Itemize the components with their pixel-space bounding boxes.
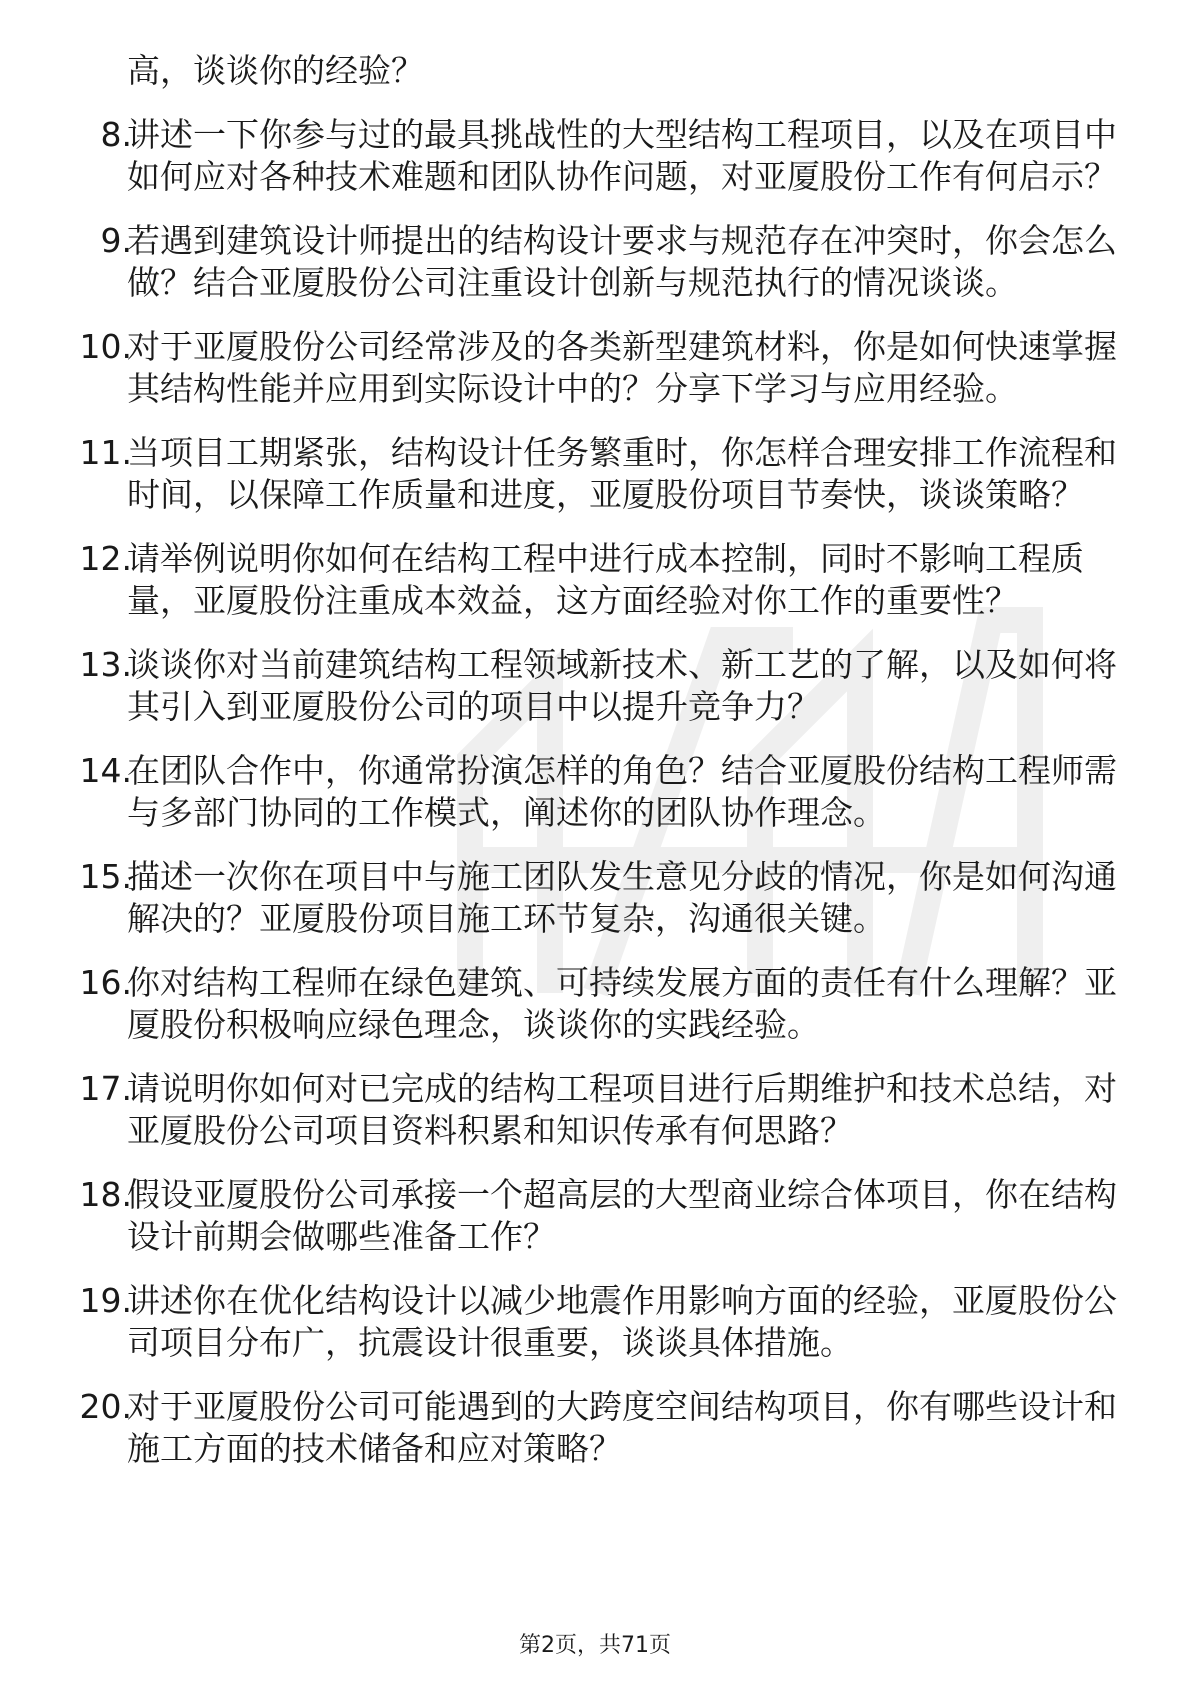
question-number: 13. (79, 645, 132, 684)
list-item (0, 1174, 1190, 1258)
question-text: 你对结构工程师在绿色建筑、可持续发展方面的责任有什么理解？亚厦股份积极响应绿色理念，谈谈你的实践经验。 (127, 963, 1117, 1044)
question-text: 讲述一下你参与过的最具挑战性的大型结构工程项目，以及在项目中如何应对各种技术难题和团队协作问题，对亚厦股份工作有何启示？ (127, 115, 1117, 196)
list-item (0, 326, 1190, 410)
list-item (0, 962, 1190, 1046)
list-item (0, 114, 1190, 198)
continuation-text: 高，谈谈你的经验？ (127, 51, 424, 90)
question-number: 20. (79, 1387, 132, 1426)
question-number: 15. (79, 857, 132, 896)
question-number: 9. (100, 221, 132, 260)
question-text: 请说明你如何对已完成的结构工程项目进行后期维护和技术总结，对亚厦股份公司项目资料积累和知识传承有何思路？ (127, 1069, 1117, 1150)
list-item (0, 538, 1190, 622)
question-text: 讲述你在优化结构设计以减少地震作用影响方面的经验，亚厦股份公司项目分布广，抗震设计很重要，谈谈具体措施。 (127, 1281, 1117, 1362)
question-number: 12. (79, 539, 132, 578)
question-list (0, 114, 1190, 1492)
list-item (0, 856, 1190, 940)
page-number-footer: 第2页，共71页 (519, 1633, 671, 1658)
question-number: 16. (79, 963, 132, 1002)
list-item (0, 750, 1190, 834)
question-text: 描述一次你在项目中与施工团队发生意见分歧的情况，你是如何沟通解决的？亚厦股份项目施工环节复杂，沟通很关键。 (127, 857, 1117, 938)
question-text: 当项目工期紧张，结构设计任务繁重时，你怎样合理安排工作流程和时间，以保障工作质量和进度，亚厦股份项目节奏快，谈谈策略？ (127, 433, 1117, 514)
list-item (0, 1386, 1190, 1470)
list-item (0, 220, 1190, 304)
question-number: 14. (79, 751, 132, 790)
list-item (0, 1068, 1190, 1152)
question-number: 19. (79, 1281, 132, 1320)
question-number: 11. (79, 433, 132, 472)
list-item (0, 644, 1190, 728)
list-item (0, 1280, 1190, 1364)
question-text: 对于亚厦股份公司经常涉及的各类新型建筑材料，你是如何快速掌握其结构性能并应用到实际设计中的？分享下学习与应用经验。 (127, 327, 1117, 408)
question-text: 假设亚厦股份公司承接一个超高层的大型商业综合体项目，你在结构设计前期会做哪些准备工作？ (127, 1175, 1117, 1256)
question-text: 谈谈你对当前建筑结构工程领域新技术、新工艺的了解，以及如何将其引入到亚厦股份公司的项目中以提升竞争力？ (127, 645, 1117, 726)
question-text: 在团队合作中，你通常扮演怎样的角色？结合亚厦股份结构工程师需与多部门协同的工作模式，阐述你的团队协作理念。 (127, 751, 1117, 832)
question-number: 17. (79, 1069, 132, 1108)
question-text: 对于亚厦股份公司可能遇到的大跨度空间结构项目，你有哪些设计和施工方面的技术储备和应对策略？ (127, 1387, 1117, 1468)
list-item (0, 432, 1190, 516)
question-text: 若遇到建筑设计师提出的结构设计要求与规范存在冲突时，你会怎么做？结合亚厦股份公司注重设计创新与规范执行的情况谈谈。 (127, 221, 1117, 302)
question-number: 18. (79, 1175, 132, 1214)
question-number: 10. (79, 327, 132, 366)
question-number: 8. (100, 115, 132, 154)
question-text: 请举例说明你如何在结构工程中进行成本控制，同时不影响工程质量，亚厦股份注重成本效益，这方面经验对你工作的重要性？ (127, 539, 1084, 620)
